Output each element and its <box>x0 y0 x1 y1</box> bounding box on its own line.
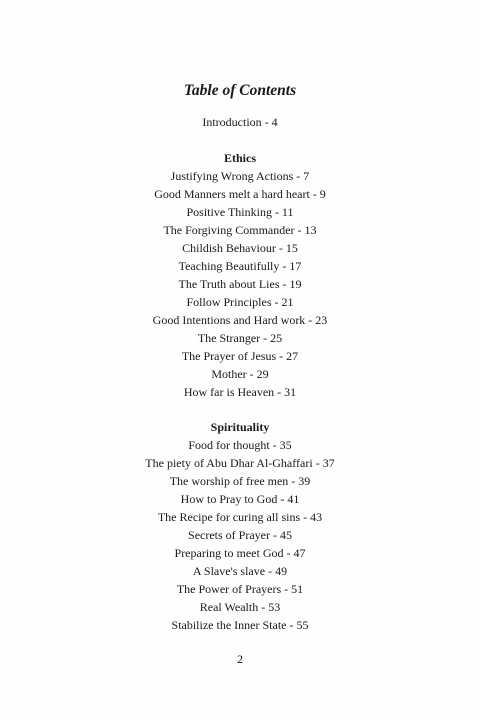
toc-entry[interactable]: Preparing to meet God - 47 <box>174 546 306 560</box>
toc-section-ethics <box>0 149 480 401</box>
entry-list-spirituality <box>0 436 480 634</box>
toc-entry[interactable]: Teaching Beautifully - 17 <box>178 259 302 273</box>
section-heading-ethics: Ethics <box>223 151 256 165</box>
toc-entry[interactable]: The worship of free men - 39 <box>169 474 311 488</box>
toc-entry[interactable]: The Power of Prayers - 51 <box>176 582 304 596</box>
toc-entry[interactable]: Follow Principles - 21 <box>186 295 294 309</box>
toc-entry[interactable]: The piety of Abu Dhar Al-Ghaffari - 37 <box>145 456 335 470</box>
toc-entry[interactable]: Justifying Wrong Actions - 7 <box>170 169 310 183</box>
toc-entry[interactable]: Food for thought - 35 <box>188 438 292 452</box>
toc-entry-introduction[interactable]: Introduction - 4 <box>202 115 278 129</box>
section-heading-spirituality: Spirituality <box>210 420 270 434</box>
toc-entry[interactable]: The Truth about Lies - 19 <box>178 277 302 291</box>
toc-entry[interactable]: A Slave's slave - 49 <box>192 564 288 578</box>
page-title: Table of Contents <box>183 82 297 99</box>
toc-entry[interactable]: Good Manners melt a hard heart - 9 <box>154 187 326 201</box>
toc-entry[interactable]: Secrets of Prayer - 45 <box>188 528 292 542</box>
toc-entry[interactable]: Stabilize the Inner State - 55 <box>171 618 309 632</box>
toc-entry[interactable]: How to Pray to God - 41 <box>180 492 300 506</box>
toc-entry[interactable]: The Prayer of Jesus - 27 <box>181 349 299 363</box>
entry-list-ethics <box>0 167 480 401</box>
toc-entry[interactable]: Childish Behaviour - 15 <box>182 241 298 255</box>
toc-entry[interactable]: Real Wealth - 53 <box>199 600 281 614</box>
toc-entry[interactable]: The Recipe for curing all sins - 43 <box>157 510 323 524</box>
toc-section-spirituality <box>0 418 480 634</box>
toc-entry[interactable]: Good Intentions and Hard work - 23 <box>152 313 328 327</box>
toc-entry[interactable]: How far is Heaven - 31 <box>183 385 297 399</box>
toc-entry[interactable]: The Stranger - 25 <box>197 331 283 345</box>
page-number: 2 <box>237 652 243 666</box>
toc-entry[interactable]: Mother - 29 <box>211 367 269 381</box>
toc-entry[interactable]: Positive Thinking - 11 <box>186 205 294 219</box>
toc-entry[interactable]: The Forgiving Commander - 13 <box>163 223 317 237</box>
